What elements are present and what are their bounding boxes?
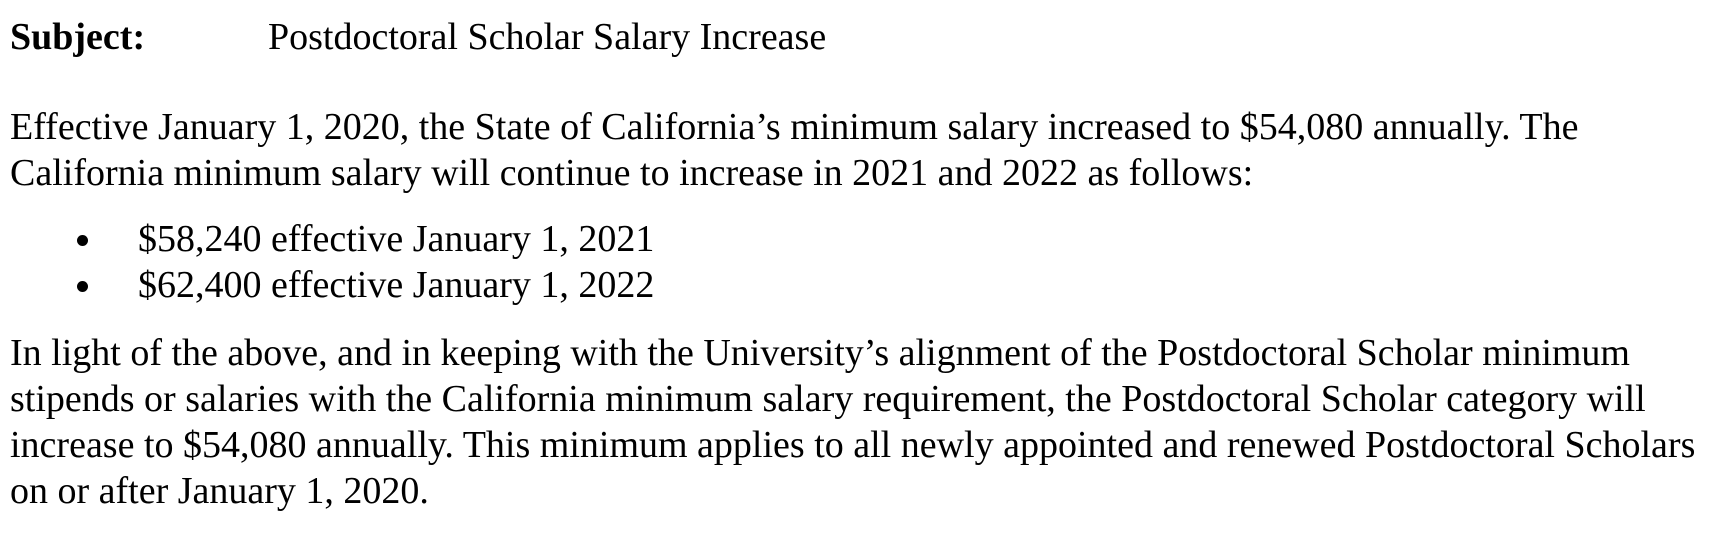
bullet-dot-icon (77, 281, 88, 292)
salary-increase-list (10, 216, 1715, 308)
list-item (10, 262, 1715, 308)
bullet-dot-icon (77, 235, 88, 246)
subject-line (10, 14, 1715, 60)
paragraph-salary-schedule: Effective January 1, 2020, the State of California’s minimum salary increased to $54,080 annually. The California minimum salary will continue to increase in 2021 and 2022 as follows: (10, 106, 1579, 194)
subject-value: Postdoctoral Scholar Salary Increase (268, 16, 827, 58)
list-item (10, 216, 1715, 262)
paragraph-postdoc-minimum: In light of the above, and in keeping with the University’s alignment of the Postdoctoral Scholar minimum stipends or salaries with the California minimum salary requirement, the Postdoctoral Scholar category will increase to $54,080 annually. This minimum applies to all newly appointed and renewed Postdoctoral Scholars on or after January 1, 2020. (10, 332, 1696, 512)
document-body (10, 14, 1715, 514)
subject-label: Subject: (10, 16, 146, 58)
list-item-text: $62,400 effective January 1, 2022 (138, 264, 655, 306)
list-item-text: $58,240 effective January 1, 2021 (138, 218, 655, 260)
